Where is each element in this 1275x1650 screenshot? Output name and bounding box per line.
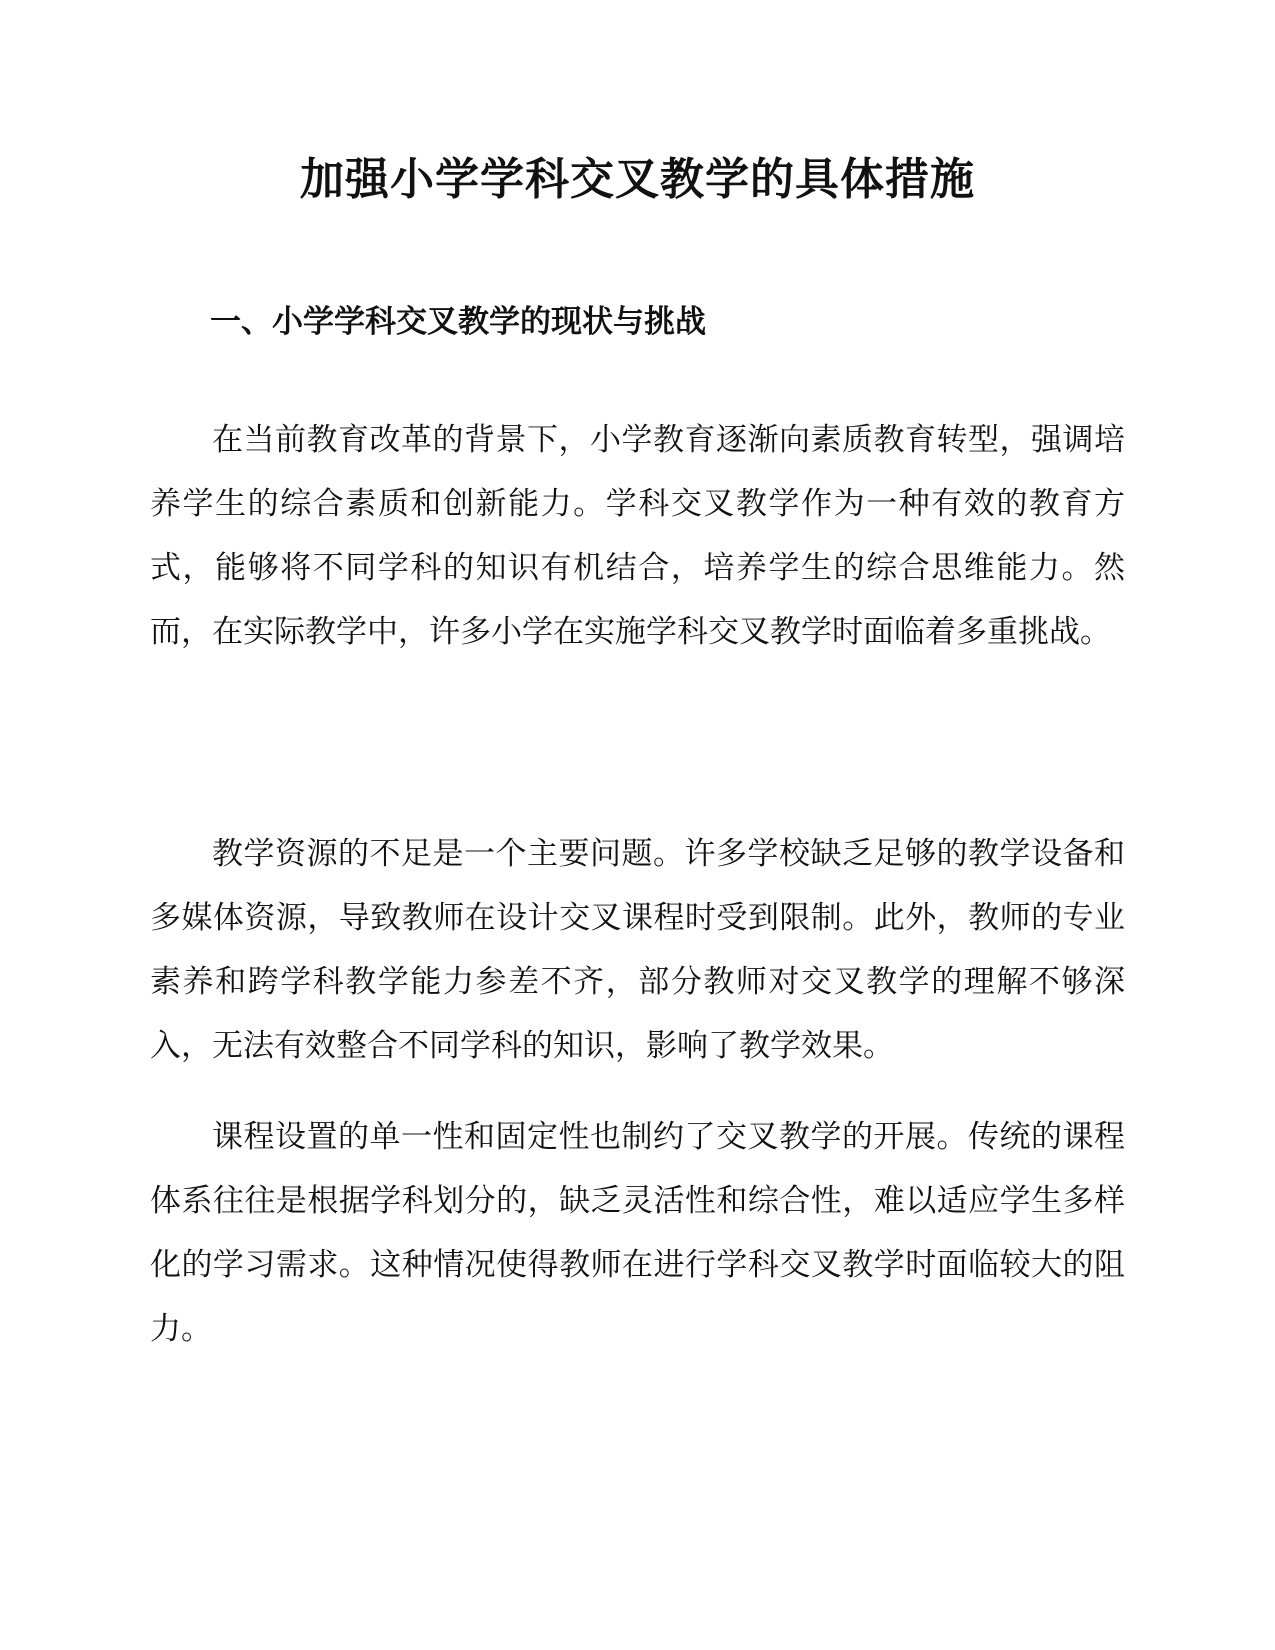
paragraph-teaching-resources: 教学资源的不足是一个主要问题。许多学校缺乏足够的教学设备和多媒体资源，导致教师在设计交叉课程时受到限制。此外，教师的专业素养和跨学科教学能力参差不齐，部分教师对交叉教学的理解不够深入，无法有效整合不同学科的知识，影响了教学效果。 (150, 836, 1125, 1064)
document-title: 加强小学学科交叉教学的具体措施 (300, 154, 975, 205)
section-heading: 一、小学学科交叉教学的现状与挑战 (210, 304, 706, 340)
paragraph-current-state: 在当前教育改革的背景下，小学教育逐渐向素质教育转型，强调培养学生的综合素质和创新能力。学科交叉教学作为一种有效的教育方式，能够将不同学科的知识有机结合，培养学生的综合思维能力。然而，在实际教学中，许多小学在实施学科交叉教学时面临着多重挑战。 (150, 422, 1125, 650)
paragraph-curriculum-setting: 课程设置的单一性和固定性也制约了交叉教学的开展。传统的课程体系往往是根据学科划分的，缺乏灵活性和综合性，难以适应学生多样化的学习需求。这种情况使得教师在进行学科交叉教学时面临较大的阻力。 (150, 1119, 1125, 1347)
